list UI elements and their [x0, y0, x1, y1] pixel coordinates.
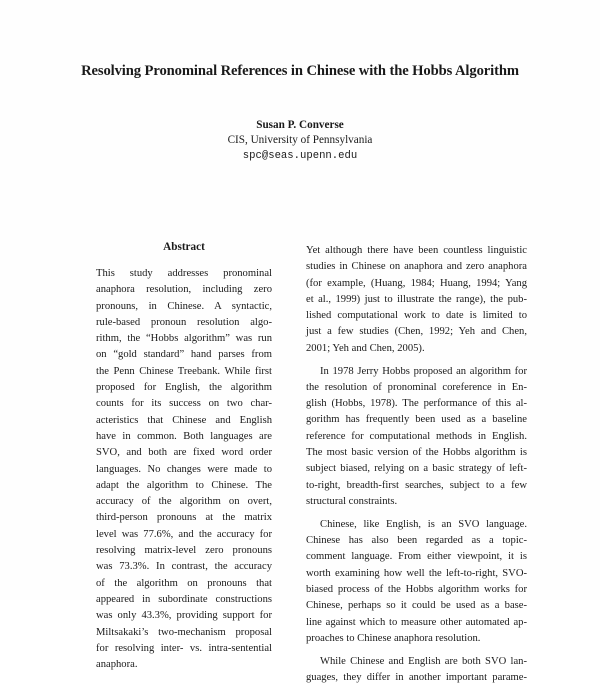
author-affiliation: CIS, University of Pennsylvania: [227, 134, 373, 146]
abstract-line: rithm, the “Hobbs algorithm” was run: [96, 333, 272, 345]
abstract-line: languages. No changes were made to: [96, 463, 272, 475]
abstract-line: on “gold standard” hand parses from: [96, 349, 272, 361]
abstract-line: pronouns, in Chinese. A syntactic,: [96, 300, 272, 312]
body-line: worth examining how well the left-to-right, SVO-: [306, 567, 527, 579]
body-line: (for example, (Huang, 1984; Huang, 1994; Yang: [306, 277, 527, 289]
body-line: just a few studies (Chen, 1992; Yeh and Chen,: [306, 326, 527, 338]
author-name: Susan P. Converse: [256, 119, 344, 131]
body-line: et al., 1999) just to illustrate the range), the pub-: [306, 293, 527, 305]
body-line: the resolution of pronominal coreference in En-: [306, 381, 527, 393]
paper-title: Resolving Pronominal References in Chinese with the Hobbs Algorithm: [81, 63, 519, 79]
abstract-line: for resolving inter- vs. intra-sentential: [96, 642, 272, 654]
body-paragraph: [306, 654, 527, 687]
abstract-line: was 73.3%. In contrast, the accuracy: [96, 561, 272, 573]
abstract-line: adapt the algorithm to Chinese. The: [96, 479, 272, 491]
body-line: guages, they differ in another important parame-: [306, 671, 527, 683]
body-line: The most basic version of the Hobbs algorithm is: [306, 447, 527, 459]
abstract-line: resolving matrix-level zero pronouns: [96, 545, 272, 557]
abstract-line: appeared in subordinate constructions: [96, 593, 272, 605]
abstract-line: third-person pronouns at the matrix: [96, 512, 272, 524]
body-paragraph: [306, 517, 527, 647]
body-line: Yet although there have been countless linguistic: [306, 245, 527, 256]
abstract-line: anaphora resolution, including zero: [96, 284, 272, 296]
abstract-line: anaphora.: [96, 659, 138, 671]
abstract-line: the Penn Chinese Treebank. While first: [96, 365, 272, 377]
body-line: biased process of the Hobbs algorithm works for: [306, 583, 527, 595]
body-line: In 1978 Jerry Hobbs proposed an algorithm for: [320, 365, 527, 377]
body-line: proaches to Chinese anaphora resolution.: [306, 632, 481, 644]
body-line: line against which to measure other automated ap-: [306, 616, 527, 628]
author-email: spc@seas.upenn.edu: [242, 150, 358, 162]
abstract-line: SVO, and both are fixed word order: [96, 447, 272, 459]
abstract-line: acteristics that Chinese and English: [96, 414, 272, 426]
body-line: lished computational work to date is limited to: [306, 310, 527, 322]
abstract-heading: Abstract: [163, 241, 205, 253]
body-line: structural constraints.: [306, 495, 398, 507]
abstract-line: proposed for English, the algorithm: [96, 382, 272, 394]
body-line: subject biased, relying on a basic strategy of left-: [306, 463, 527, 475]
body-line: reference for computational methods in English.: [306, 430, 527, 442]
abstract-line: level was 77.6%, and the accuracy for: [96, 528, 272, 540]
body-line: While Chinese and English are both SVO lan-: [320, 655, 527, 667]
body-paragraph: [306, 243, 527, 357]
body-line: 2001; Yeh and Chen, 2005).: [306, 342, 425, 354]
abstract-line: accuracy of the algorithm on overt,: [96, 496, 272, 508]
body-paragraph: [306, 364, 527, 511]
body-line: Chinese, like English, is an SVO language.: [320, 518, 527, 530]
abstract-line: Miltsakaki’s two-mechanism proposal: [96, 626, 272, 638]
body-line: glish (Hobbs, 1978). The performance of this al-: [306, 398, 527, 410]
body-line: to-right, breadth-first searches, subject to a few: [306, 479, 527, 491]
abstract-line: rule-based pronoun resolution algo-: [96, 316, 272, 328]
abstract-line: This study addresses pronominal: [96, 268, 272, 279]
body-line: Chinese, perhaps so it could be used as a base-: [306, 600, 527, 612]
abstract-line: was only 43.3%, providing support for: [96, 610, 272, 622]
body-text-column: [306, 243, 527, 693]
abstract-text: [96, 266, 272, 673]
body-line: Chinese has also been regarded as a topic-: [306, 535, 527, 547]
abstract-line: of the algorithm on pronouns that: [96, 577, 272, 589]
body-line: comment language. From either viewpoint, it is: [306, 551, 527, 563]
abstract-line: counts for its success on two char-: [96, 398, 272, 410]
abstract-line: have in common. Both languages are: [96, 430, 272, 442]
body-line: studies in Chinese on anaphora and zero anaphora: [306, 261, 527, 273]
body-line: gorithm has frequently been used as a baseline: [306, 414, 527, 426]
